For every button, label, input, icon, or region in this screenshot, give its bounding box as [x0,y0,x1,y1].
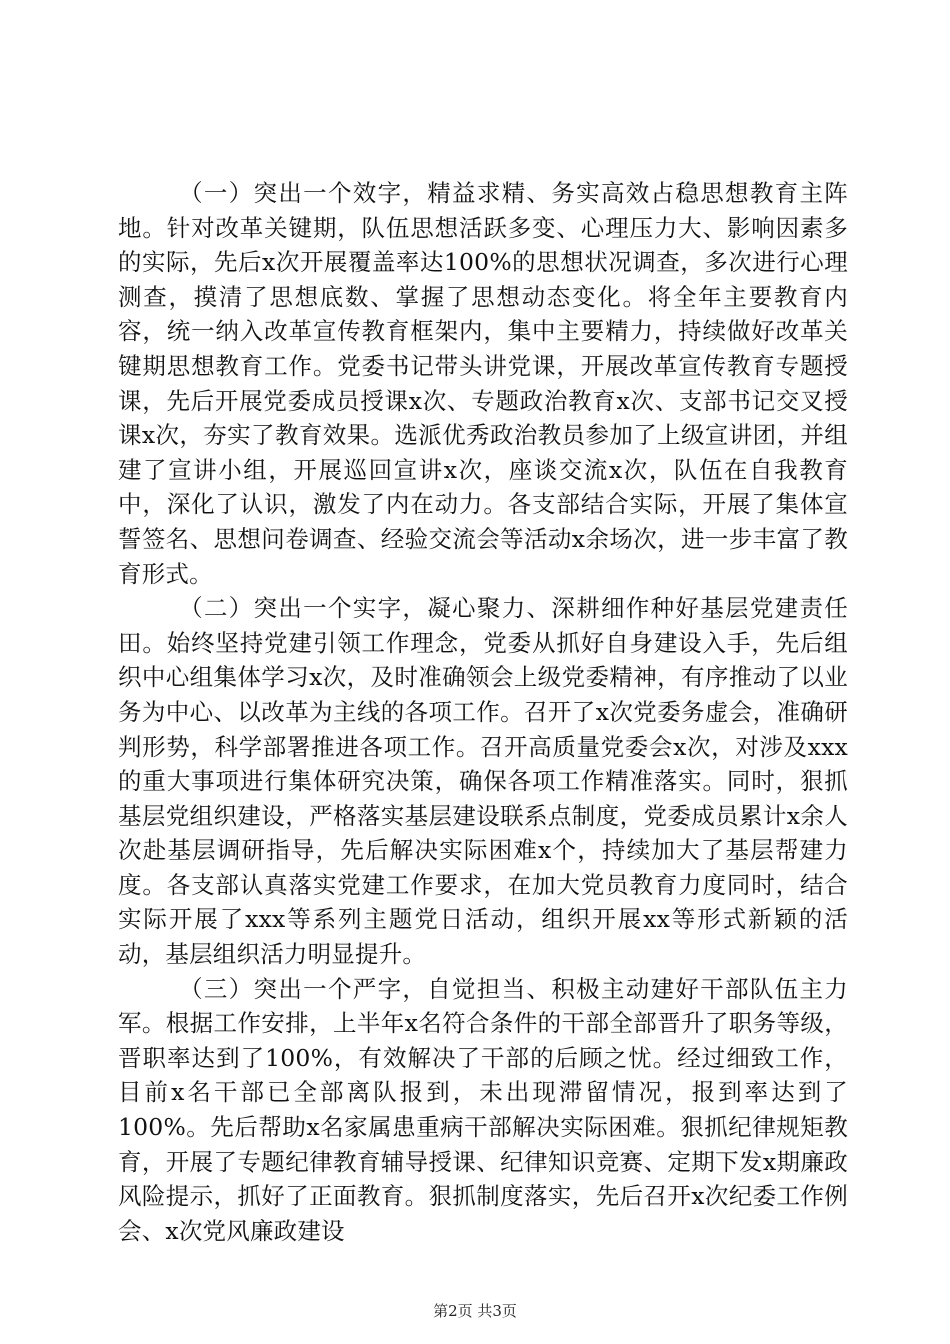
paragraph-3: （三）突出一个严字，自觉担当、积极主动建好干部队伍主力军。根据工作安排，上半年x名符合条件的干部全部晋升了职务等级，晋职率达到了100%，有效解决了干部的后顾之忧。经过细致工作，目前x名干部已全部离队报到，未出现滞留情况，报到率达到了100%。先后帮助x名家属患重病干部解决实际困难。狠抓纪律规矩教育，开展了专题纪律教育辅导授课、纪律知识竞赛、定期下发x期廉政风险提示，抓好了正面教育。狠抓制度落实，先后召开x次纪委工作例会、x次党风廉政建设 [118,974,848,1245]
document-body [118,176,848,1248]
page-number-footer: 第2页 共3页 [433,1302,517,1320]
paragraph-1: （一）突出一个效字，精益求精、务实高效占稳思想教育主阵地。针对改革关键期，队伍思想活跃多变、心理压力大、影响因素多的实际，先后x次开展覆盖率达100%的思想状况调查，多次进行心理测查，摸清了思想底数、掌握了思想动态变化。将全年主要教育内容，统一纳入改革宣传教育框架内，集中主要精力，持续做好改革关键期思想教育工作。党委书记带头讲党课，开展改革宣传教育专题授课，先后开展党委成员授课x次、专题政治教育x次、支部书记交叉授课x次，夯实了教育效果。选派优秀政治教员参加了上级宣讲团，并组建了宣讲小组，开展巡回宣讲x次，座谈交流x次，队伍在自我教育中，深化了认识，激发了内在动力。各支部结合实际，开展了集体宣誓签名、思想问卷调查、经验交流会等活动x余场次，进一步丰富了教育形式。 [118,179,848,588]
paragraph-2: （二）突出一个实字，凝心聚力、深耕细作种好基层党建责任田。始终坚持党建引领工作理念，党委从抓好自身建设入手，先后组织中心组集体学习x次，及时准确领会上级党委精神，有序推动了以业务为中心、以改革为主线的各项工作。召开了x次党委务虚会，准确研判形势，科学部署推进各项工作。召开高质量党委会x次，对涉及xxx的重大事项进行集体研究决策，确保各项工作精准落实。同时，狠抓基层党组织建设，严格落实基层建设联系点制度，党委成员累计x余人次赴基层调研指导，先后解决实际困难x个，持续加大了基层帮建力度。各支部认真落实党建工作要求，在加大党员教育力度同时，结合实际开展了xxx等系列主题党日活动，组织开展xx等形式新颖的活动，基层组织活力明显提升。 [118,594,848,969]
